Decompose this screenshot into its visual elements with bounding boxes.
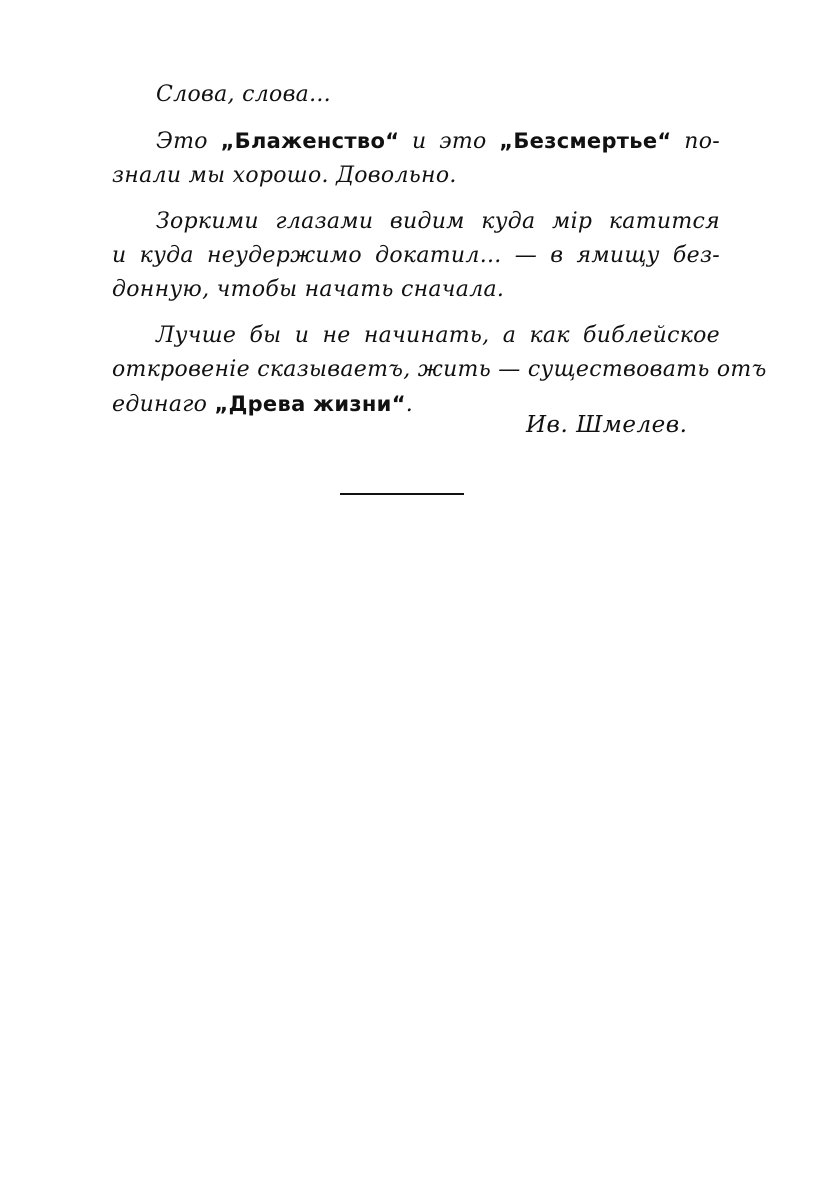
paragraph-3-line-3: донную, чтобы начать сначала.	[112, 277, 505, 302]
paragraph-3-line-1: Зоркими глазами видим куда мiр катится	[156, 209, 720, 234]
paragraph-4-line-1: Лучше бы и не начинать, а как библейское	[156, 323, 720, 348]
section-divider	[340, 493, 464, 495]
term-blazhenstvo: „Блаженство“	[220, 129, 400, 153]
paragraph-2-text-start: Это	[156, 129, 221, 154]
paragraph-2-text-end: по-	[671, 129, 720, 154]
paragraph-2-line-2: знали мы хорошо. Довольно.	[112, 163, 457, 188]
paragraph-4-line-2: откровенiе сказываетъ, жить — существовать отъ	[112, 357, 767, 382]
term-bezsmertie: „Безсмертье“	[499, 129, 672, 153]
paragraph-4-text-end: .	[405, 392, 414, 417]
term-dreva-zhizni: „Древа жизни“	[214, 392, 406, 416]
paragraph-3-line-2: и куда неудержимо докатил... — в ямищу без-	[112, 243, 720, 268]
paragraph-2-line-1	[112, 124, 720, 159]
author-signature: Ив. Шмелев.	[526, 412, 688, 438]
paragraph-2-text-mid: и это	[399, 129, 500, 154]
main-text	[112, 78, 767, 422]
paragraph-1-line-1: Слова, слова...	[156, 82, 331, 107]
paragraph-4-text-start: единаго	[112, 392, 215, 417]
